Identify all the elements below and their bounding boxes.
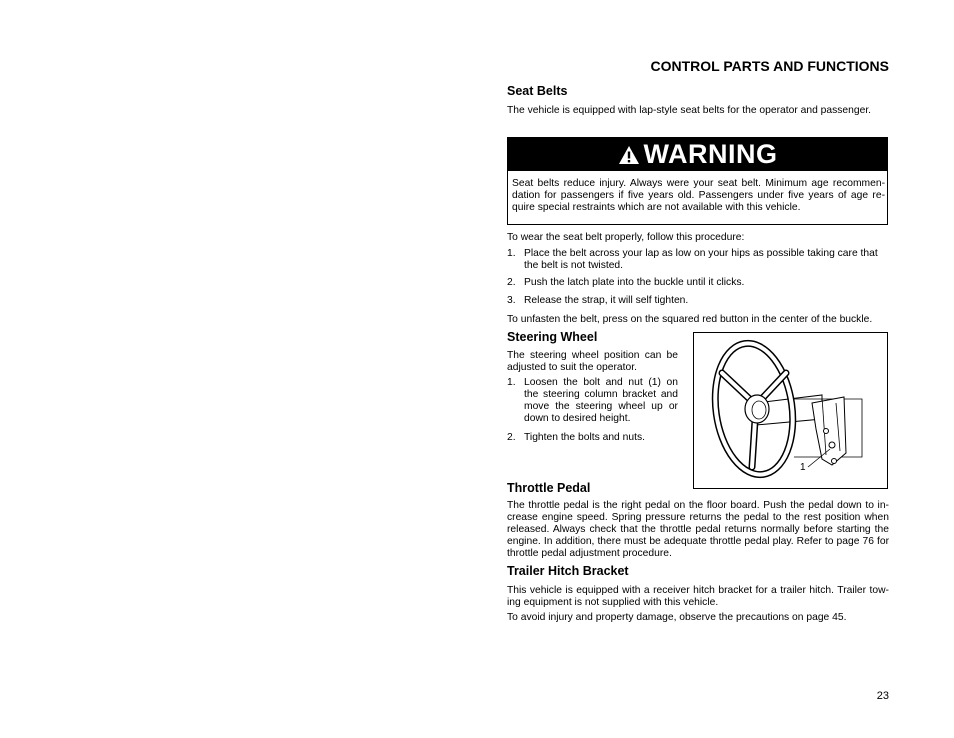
seat-belt-step	[507, 295, 891, 309]
step-number: 2.	[507, 277, 516, 288]
step-number: 1.	[507, 377, 516, 388]
step-text: Place the belt across your lap as low on your hips as possible taking care that the belt is not twisted.	[524, 248, 878, 271]
section-title-throttle-pedal: Throttle Pedal	[507, 481, 591, 495]
warning-banner	[508, 138, 887, 171]
trailer-body: This vehicle is equipped with a receiver hitch bracket for a trailer hitch. Trailer tow-ing equipment is not supplied with this vehicle.	[507, 585, 889, 608]
section-title-trailer-hitch: Trailer Hitch Bracket	[507, 564, 629, 578]
warning-text: Seat belts reduce injury. Always were your seat belt. Minimum age recommen-dation for passengers if five years old. Passengers under five years of age re-quire special restraints which are not available with this vehicle.	[512, 178, 885, 213]
steering-step	[507, 432, 678, 446]
steering-intro: The steering wheel position can be adjusted to suit the operator.	[507, 350, 678, 373]
step-number: 2.	[507, 432, 516, 443]
trailer-precautions: To avoid injury and property damage, observe the precautions on page 45.	[507, 612, 847, 623]
unfasten-instructions: To unfasten the belt, press on the squared red button in the center of the buckle.	[507, 314, 873, 325]
step-text: Push the latch plate into the buckle until it clicks.	[524, 277, 745, 288]
warning-label: WARNING	[643, 139, 778, 169]
section-title-seat-belts: Seat Belts	[507, 84, 568, 98]
steering-step	[507, 377, 678, 429]
seat-belt-step	[507, 248, 891, 274]
step-text: Loosen the bolt and nut (1) on the steering column bracket and move the steering wheel up or down to desired height.	[524, 377, 678, 424]
steering-wheel-illustration	[694, 333, 887, 488]
step-text: Tighten the bolts and nuts.	[524, 432, 645, 443]
figure-callout-label: 1	[800, 462, 806, 473]
step-number: 3.	[507, 295, 516, 306]
warning-box	[507, 137, 888, 225]
section-title-steering-wheel: Steering Wheel	[507, 330, 598, 344]
step-number: 1.	[507, 248, 516, 259]
step-text: Release the strap, it will self tighten.	[524, 295, 689, 306]
seat-belt-step	[507, 277, 891, 291]
page-number: 23	[876, 690, 889, 702]
warning-triangle-icon	[618, 145, 640, 165]
procedure-intro: To wear the seat belt properly, follow this procedure:	[507, 232, 745, 243]
steering-wheel-figure	[693, 332, 888, 489]
throttle-body: The throttle pedal is the right pedal on the floor board. Push the pedal down to in-crease engine speed. Spring pressure returns the pedal to the rest position when released. Always check that the throttle pedal returns normally before starting the engine. In addition, there must be adequate throttle pedal play. Refer to page 76 for throttle pedal adjustment procedure.	[507, 500, 889, 559]
page-header-title: CONTROL PARTS AND FUNCTIONS	[650, 58, 889, 74]
seat-belts-intro: The vehicle is equipped with lap-style seat belts for the operator and passenger.	[507, 105, 872, 116]
